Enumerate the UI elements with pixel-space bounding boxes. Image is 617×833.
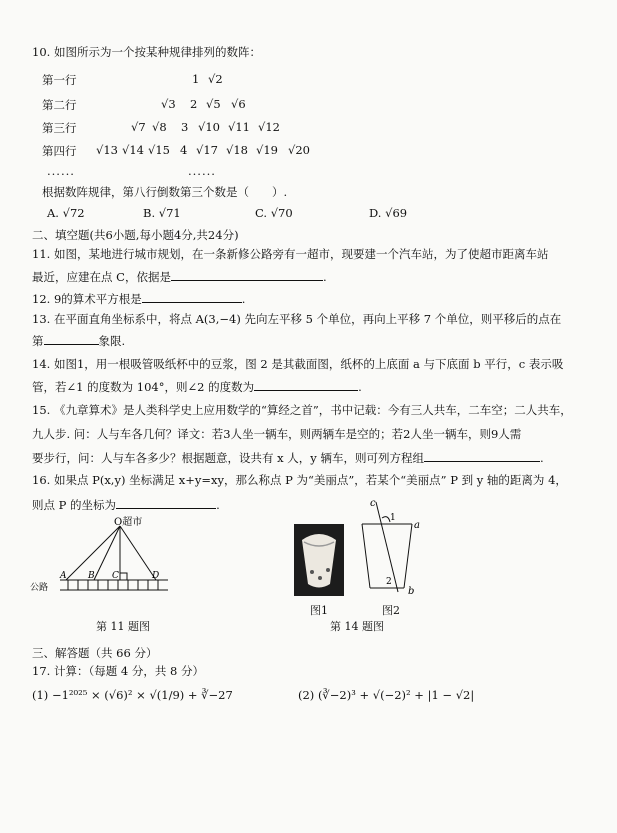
q12-answer-blank[interactable] [142,290,242,303]
q10-cell: √2 [208,72,223,86]
fig11-point-c: C [112,571,119,581]
q10-ellipsis: ...... [47,164,75,178]
fig14-angle-1: 1 [390,513,396,523]
q10-option-d: D. √69 [369,206,408,220]
q10-cell: √7 [131,120,146,134]
q10-option-a: A. √72 [47,206,85,220]
q13-answer-blank[interactable] [44,332,99,345]
q10-cell: √10 [198,120,220,134]
q14-text: 管，若∠1 的度数为 104°，则∠2 的度数为 [32,380,255,394]
fig14-label-a: a [414,520,420,531]
section3-heading: 三、解答题（共 66 分） [32,646,158,660]
fig11-caption: 第 11 题图 [96,620,150,633]
fig14-label-c: c [370,498,376,509]
q17-part1: (1) −1²⁰²⁵ × (√6)² × √(1/9) + ∛−27 [32,688,233,702]
fig11-top-label: O超市 [114,517,143,528]
fig11-road-label: 公路 [30,583,49,593]
q17-title: 17. 计算：（每题 4 分，共 8 分） [32,664,204,678]
q16-line2: 则点 P 的坐标为 . [32,498,220,512]
q10-cell: √17 [196,143,218,157]
q14-line2: 管，若∠1 的度数为 104°，则∠2 的度数为 . [32,380,362,394]
q10-cell: √12 [258,120,280,134]
q15-line1: 15. 《九章算术》是人类科学史上应用数学的“算经之首”，书中记载：今有三人共车，二车空；二人共车， [32,403,572,417]
fig11-point-a: A [60,571,67,581]
q15-answer-blank[interactable] [424,449,540,462]
q10-row-label-2: 第二行 [42,98,77,112]
q14-line1: 14. 如图1，用一根吸管吸纸杯中的豆浆，图 2 是其截面图，纸杯的上底面 a 与下底面 b 平行，c 表示吸 [32,357,564,371]
q10-cell: √14 [122,143,144,157]
q10-cell: √13 [96,143,118,157]
figure-14 [290,498,420,610]
fig14-fig2-caption: 图2 [382,604,400,617]
q13-suffix: 象限. [98,334,126,348]
q15-line2: 九人步. 问：人与车各几何？译文：若3人坐一辆车，则两辆车是空的；若2人坐一辆车，则9人需 [32,427,522,441]
fig14-label-b: b [408,586,415,597]
q10-cell: 3 [181,120,189,134]
q10-cell: √6 [231,97,246,111]
q10-row-label-4: 第四行 [42,144,77,158]
q10-cell: 1 [192,72,200,86]
q15-text: 要步行，问：人与车各多少？根据题意，设共有 x 人，y 辆车，则可列方程组 [32,451,424,465]
q10-option-c: C. √70 [255,206,293,220]
q10-cell: √3 [161,97,176,111]
q12-line: 12. 9的算术平方根是 . [32,292,246,306]
q11-text: 最近，应建在点 C，依据是 [32,270,171,284]
q10-cell: √20 [288,143,310,157]
fig14-fig1-caption: 图1 [310,604,328,617]
q12-text: 12. 9的算术平方根是 [32,292,142,306]
q10-cell: √5 [206,97,221,111]
q13-prefix: 第 [32,334,44,348]
q10-row-label-3: 第三行 [42,121,77,135]
q13-line2 [32,332,125,349]
fig14-angle-2: 2 [386,577,392,587]
q10-ellipsis: ...... [188,164,216,178]
section2-heading: 二、填空题(共6小题,每小题4分,共24分) [32,228,239,242]
fig11-point-b: B [88,571,95,581]
q16-line1: 16. 如果点 P(x,y) 坐标满足 x+y=xy，那么称点 P 为“美丽点”，若某个“美丽点” P 到 y 轴的距离为 4， [32,473,567,487]
fig14-caption: 第 14 题图 [330,620,384,633]
q10-row-label-1: 第一行 [42,73,77,87]
q10-cell: 4 [180,143,188,157]
q14-answer-blank[interactable] [254,378,358,391]
q11-answer-blank[interactable] [171,268,323,281]
q15-line3: 要步行，问：人与车各多少？根据题意，设共有 x 人，y 辆车，则可列方程组 . [32,451,544,465]
q10-cell: √15 [148,143,170,157]
q10-cell: √8 [152,120,167,134]
q11-line2: 最近，应建在点 C，依据是 . [32,270,327,284]
q10-cell: 2 [190,97,198,111]
q10-option-b: B. √71 [143,206,181,220]
q13-line1: 13. 在平面直角坐标系中，将点 A(3,−4) 先向左平移 5 个单位，再向上平移 7 个单位，则平移后的点在 [32,312,562,326]
q10-cell: √18 [226,143,248,157]
q11-line1: 11. 如图，某地进行城市规划，在一条新修公路旁有一超市，现要建一个汽车站，为了使超市距离车站 [32,247,549,261]
q16-text: 则点 P 的坐标为 [32,498,117,512]
q10-cell: √19 [256,143,278,157]
figure-11 [28,516,208,608]
q10-title: 10. 如图所示为一个按某种规律排列的数阵： [32,45,261,59]
q10-question: 根据数阵规律，第八行倒数第三个数是（ ）. [42,185,288,199]
q17-part2: (2) (∛−2)³ + √(−2)² + |1 − √2| [298,688,475,702]
q10-cell: √11 [228,120,250,134]
q16-answer-blank[interactable] [116,496,216,509]
fig11-point-d: D [152,571,160,581]
